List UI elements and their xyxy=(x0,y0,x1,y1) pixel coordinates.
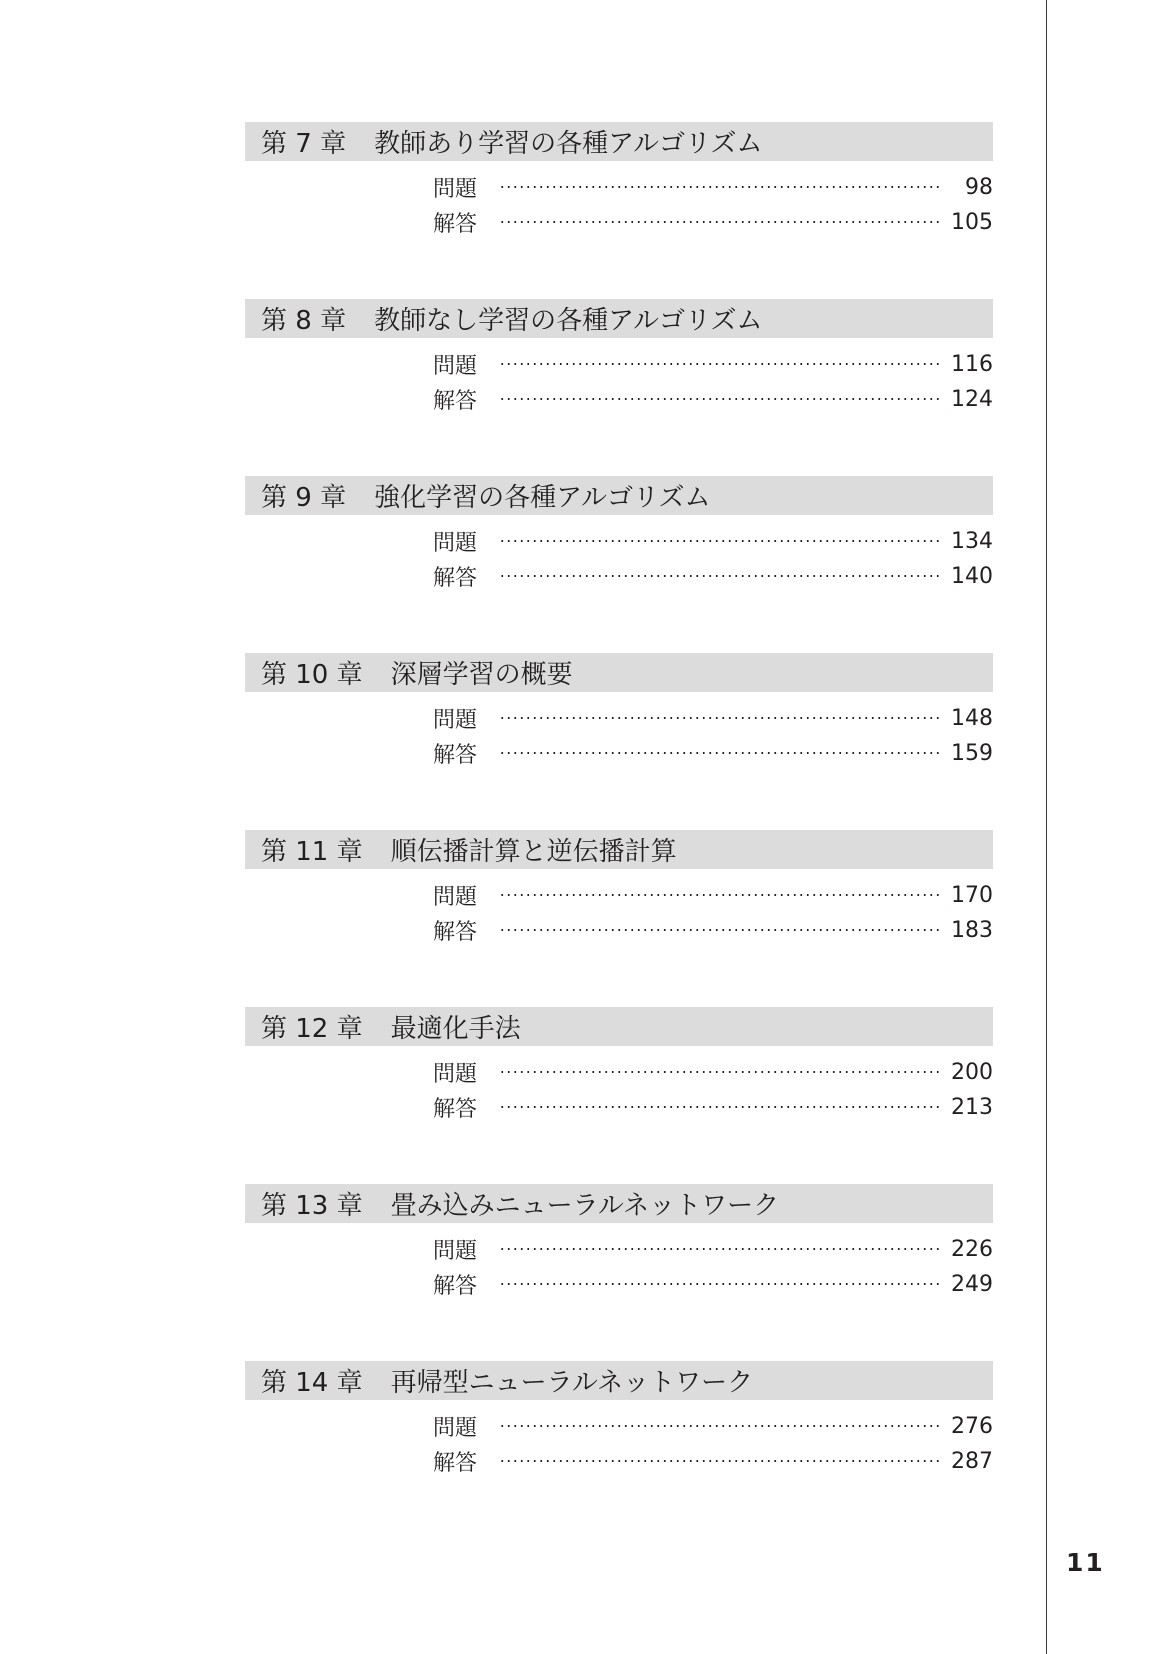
dot-leader xyxy=(499,717,939,719)
chapter-title: 強化学習の各種アルゴリズム xyxy=(374,483,711,513)
chapter-number: 第 14 章 xyxy=(261,1368,363,1398)
dot-leader xyxy=(499,929,939,931)
entry-label: 問題 xyxy=(433,530,478,556)
entry-page-number: 98 xyxy=(965,174,993,200)
entry-page-number: 159 xyxy=(951,740,993,766)
table-of-contents xyxy=(245,122,993,1538)
dot-leader xyxy=(499,1283,939,1285)
entry-page-number: 140 xyxy=(951,563,993,589)
chapter-number: 第 12 章 xyxy=(261,1014,363,1044)
dot-leader xyxy=(499,398,939,400)
entry-label: 解答 xyxy=(433,742,478,768)
toc-entry-answers[interactable] xyxy=(433,383,993,415)
entry-page-number: 287 xyxy=(951,1448,993,1474)
chapter-title: 深層学習の概要 xyxy=(390,660,573,690)
toc-entry-answers[interactable] xyxy=(433,1445,993,1477)
chapter-title: 最適化手法 xyxy=(390,1014,521,1044)
dot-leader xyxy=(499,1425,939,1427)
chapter-title: 教師なし学習の各種アルゴリズム xyxy=(374,306,763,336)
chapter-heading[interactable] xyxy=(245,830,993,869)
chapter-12 xyxy=(245,1007,993,1184)
entry-label: 問題 xyxy=(433,176,478,202)
toc-entry-problems[interactable] xyxy=(433,525,993,557)
chapter-number: 第 8 章 xyxy=(261,306,347,336)
entry-label: 解答 xyxy=(433,1096,478,1122)
toc-entry-answers[interactable] xyxy=(433,737,993,769)
toc-entry-problems[interactable] xyxy=(433,879,993,911)
entry-label: 解答 xyxy=(433,211,478,237)
entry-page-number: 200 xyxy=(951,1059,993,1085)
chapter-number: 第 9 章 xyxy=(261,483,347,513)
dot-leader xyxy=(499,1071,939,1073)
dot-leader xyxy=(499,1106,939,1108)
dot-leader xyxy=(499,1248,939,1250)
chapter-title: 教師あり学習の各種アルゴリズム xyxy=(374,129,763,159)
chapter-title: 畳み込みニューラルネットワーク xyxy=(390,1191,780,1221)
entry-page-number: 124 xyxy=(951,386,993,412)
chapter-number: 第 13 章 xyxy=(261,1191,363,1221)
entry-label: 問題 xyxy=(433,1061,478,1087)
dot-leader xyxy=(499,575,939,577)
entry-page-number: 148 xyxy=(951,705,993,731)
margin-rule xyxy=(1046,0,1047,1654)
chapter-9 xyxy=(245,476,993,653)
entry-label: 問題 xyxy=(433,1415,478,1441)
entry-page-number: 226 xyxy=(951,1236,993,1262)
toc-entry-problems[interactable] xyxy=(433,1233,993,1265)
entry-label: 問題 xyxy=(433,1238,478,1264)
chapter-number: 第 7 章 xyxy=(261,129,347,159)
entry-label: 解答 xyxy=(433,1273,478,1299)
page-number: 11 xyxy=(1066,1548,1105,1577)
chapter-heading[interactable] xyxy=(245,299,993,338)
entry-page-number: 213 xyxy=(951,1094,993,1120)
entry-label: 解答 xyxy=(433,388,478,414)
dot-leader xyxy=(499,894,939,896)
chapter-7 xyxy=(245,122,993,299)
entry-label: 問題 xyxy=(433,707,478,733)
entry-page-number: 170 xyxy=(951,882,993,908)
entry-label: 問題 xyxy=(433,353,478,379)
toc-entry-problems[interactable] xyxy=(433,171,993,203)
dot-leader xyxy=(499,540,939,542)
toc-entry-answers[interactable] xyxy=(433,560,993,592)
chapter-13 xyxy=(245,1184,993,1361)
chapter-number: 第 11 章 xyxy=(261,837,363,867)
dot-leader xyxy=(499,752,939,754)
chapter-8 xyxy=(245,299,993,476)
chapter-heading[interactable] xyxy=(245,1361,993,1400)
chapter-10 xyxy=(245,653,993,830)
toc-entry-answers[interactable] xyxy=(433,914,993,946)
chapter-14 xyxy=(245,1361,993,1538)
dot-leader xyxy=(499,221,939,223)
entry-label: 解答 xyxy=(433,919,478,945)
chapter-heading[interactable] xyxy=(245,653,993,692)
chapter-title: 順伝播計算と逆伝播計算 xyxy=(390,837,677,867)
chapter-title: 再帰型ニューラルネットワーク xyxy=(390,1368,754,1398)
toc-entry-problems[interactable] xyxy=(433,702,993,734)
entry-page-number: 134 xyxy=(951,528,993,554)
entry-page-number: 116 xyxy=(951,351,993,377)
entry-label: 問題 xyxy=(433,884,478,910)
dot-leader xyxy=(499,1460,939,1462)
toc-entry-problems[interactable] xyxy=(433,348,993,380)
entry-label: 解答 xyxy=(433,1450,478,1476)
entry-page-number: 183 xyxy=(951,917,993,943)
chapter-heading[interactable] xyxy=(245,1007,993,1046)
entry-page-number: 105 xyxy=(951,209,993,235)
dot-leader xyxy=(499,186,939,188)
toc-entry-answers[interactable] xyxy=(433,1268,993,1300)
entry-page-number: 276 xyxy=(951,1413,993,1439)
chapter-heading[interactable] xyxy=(245,476,993,515)
chapter-11 xyxy=(245,830,993,1007)
chapter-heading[interactable] xyxy=(245,1184,993,1223)
entry-page-number: 249 xyxy=(951,1271,993,1297)
dot-leader xyxy=(499,363,939,365)
toc-entry-answers[interactable] xyxy=(433,206,993,238)
toc-entry-problems[interactable] xyxy=(433,1410,993,1442)
toc-entry-answers[interactable] xyxy=(433,1091,993,1123)
chapter-heading[interactable] xyxy=(245,122,993,161)
chapter-number: 第 10 章 xyxy=(261,660,363,690)
entry-label: 解答 xyxy=(433,565,478,591)
toc-entry-problems[interactable] xyxy=(433,1056,993,1088)
